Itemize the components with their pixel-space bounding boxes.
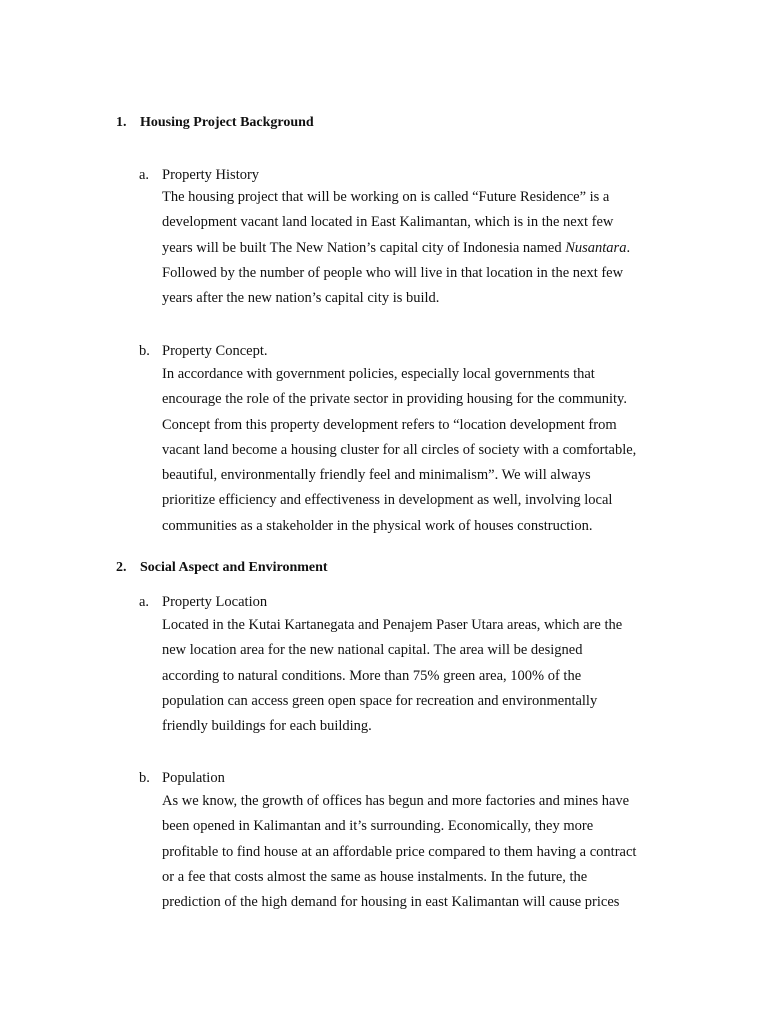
- paragraph-line: according to natural conditions. More than 75% green area, 100% of the: [162, 667, 582, 684]
- paragraph-line: beautiful, environmentally friendly feel and minimalism”. We will always: [162, 467, 591, 484]
- section-1-heading: [116, 114, 314, 132]
- subsection-2b-letter: b.: [139, 770, 150, 786]
- subsection-2a-paragraph: [162, 613, 682, 739]
- paragraph-line: vacant land become a housing cluster for all circles of society with a comfortable,: [162, 441, 637, 458]
- subsection-1b-letter: b.: [139, 343, 150, 359]
- paragraph-line: or a fee that costs almost the same as house instalments. In the future, the: [162, 868, 588, 885]
- subsection-2a-letter: a.: [139, 594, 150, 610]
- section-2-title: Social Aspect and Environment: [140, 560, 328, 575]
- section-1-number: 1.: [116, 115, 127, 130]
- paragraph-line: prioritize efficiency and effectiveness in development as well, involving local: [162, 492, 613, 509]
- section-2-heading: [116, 559, 328, 577]
- subsection-2a-title: Property Location: [162, 594, 268, 610]
- paragraph-line: communities as a stakeholder in the physical work of houses construction.: [162, 517, 593, 534]
- paragraph-line: profitable to find house at an affordable price compared to them having a contract: [162, 843, 637, 860]
- paragraph-line: Located in the Kutai Kartanegata and Penajem Paser Utara areas, which are the: [162, 617, 623, 633]
- paragraph-line: As we know, the growth of offices has begun and more factories and mines have: [162, 793, 630, 809]
- subsection-1a-letter: a.: [139, 167, 150, 183]
- subsection-2b-paragraph: [162, 789, 682, 915]
- subsection-2a-heading: [139, 593, 267, 611]
- subsection-1b-title: Property Concept.: [162, 343, 268, 359]
- section-1-title: Housing Project Background: [140, 115, 314, 130]
- paragraph-line: In accordance with government policies, especially local governments that: [162, 366, 595, 382]
- subsection-1a-heading: [139, 166, 259, 184]
- paragraph-line: been opened in Kalimantan and it’s surrounding. Economically, they more: [162, 818, 594, 835]
- paragraph-line: development vacant land located in East Kalimantan, which is in the next few: [162, 214, 614, 231]
- subsection-2b-heading: [139, 769, 225, 787]
- paragraph-line: encourage the role of the private sector in providing housing for the community.: [162, 391, 627, 408]
- paragraph-line-text: years will be built The New Nation’s capital city of Indonesia named: [162, 239, 566, 256]
- paragraph-line: prediction of the high demand for housing in east Kalimantan will cause prices: [162, 894, 620, 911]
- subsection-1b-paragraph: [162, 362, 682, 539]
- paragraph-line: years after the new nation’s capital city is build.: [162, 290, 440, 307]
- paragraph-line: Concept from this property development refers to “location development from: [162, 416, 617, 433]
- paragraph-line: The housing project that will be working on is called “Future Residence” is a: [162, 189, 610, 205]
- subsection-1b-heading: [139, 342, 268, 360]
- paragraph-line: Followed by the number of people who will live in that location in the next few: [162, 264, 624, 281]
- paragraph-line-suffix: .: [626, 239, 631, 256]
- subsection-2b-title: Population: [162, 770, 225, 786]
- subsection-1a-paragraph: [162, 185, 682, 311]
- paragraph-line: [162, 236, 682, 261]
- section-2-number: 2.: [116, 560, 127, 575]
- paragraph-line: friendly buildings for each building.: [162, 718, 372, 735]
- paragraph-line: population can access green open space for recreation and environmentally: [162, 692, 598, 709]
- nusantara-italic: Nusantara: [565, 239, 627, 256]
- paragraph-line: new location area for the new national capital. The area will be designed: [162, 642, 583, 659]
- subsection-1a-title: Property History: [162, 167, 260, 183]
